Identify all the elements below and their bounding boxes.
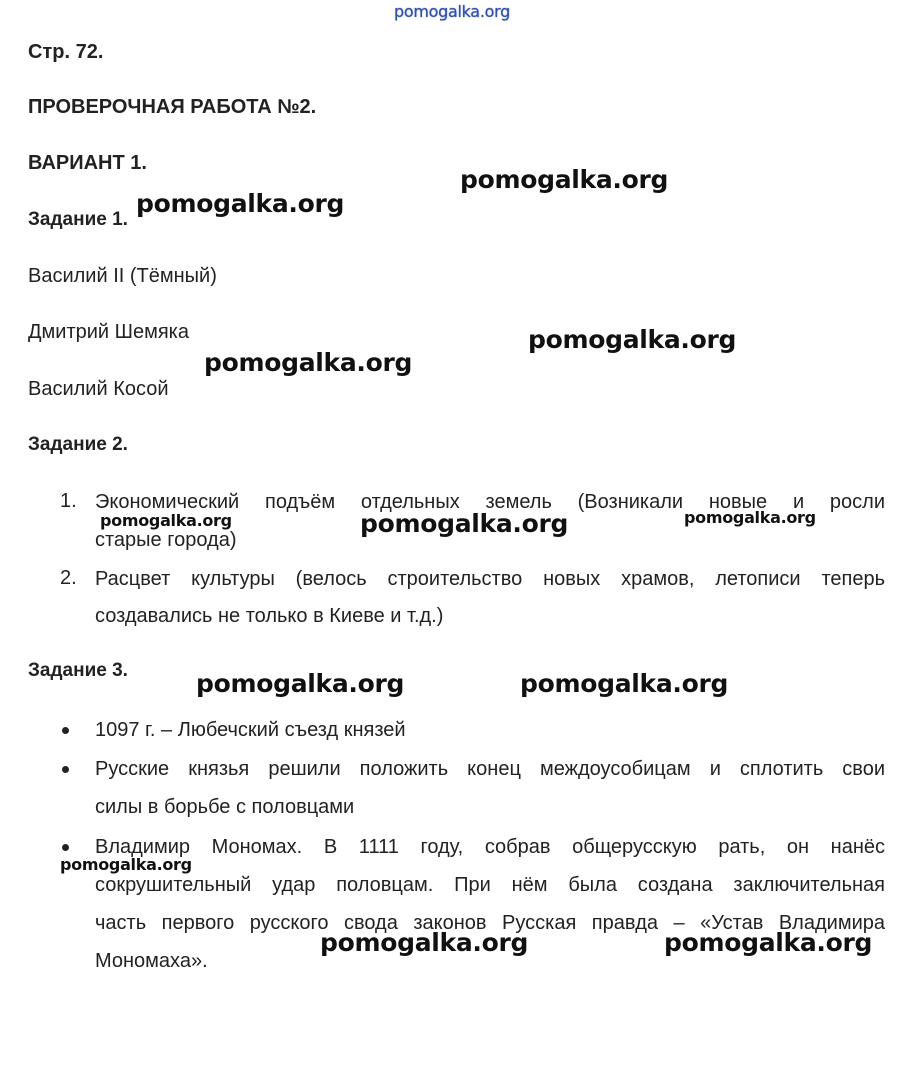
watermark: pomogalka.org [360,509,569,538]
watermark: pomogalka.org [100,511,232,530]
list-item-line: Мономаха». [95,950,208,972]
bullet-icon [62,844,69,851]
watermark: pomogalka.org [320,928,529,957]
list-item-line: Русские князья решили положить конец междоусобицам и сплотить свои [95,758,885,780]
page-reference: Стр. 72. [28,41,104,63]
task1-answer-3: Василий Косой [28,378,169,400]
task3-heading: Задание 3. [28,660,128,681]
list-item-line: часть первого русского свода законов Русская правда – «Устав Владимира [95,912,885,934]
list-number: 2. [60,567,77,589]
list-item-line: Экономический подъём отдельных земель (Возникали новые и росли [95,491,885,513]
list-item-line: Владимир Мономах. В 1111 году, собрав общерусскую рать, он нанёс [95,836,885,858]
list-item-line: Расцвет культуры (велось строительство новых храмов, летописи теперь [95,568,885,590]
watermark-top: pomogalka.org [394,2,510,21]
task1-heading: Задание 1. [28,209,128,230]
list-item-line: создавались не только в Киеве и т.д.) [95,605,444,627]
watermark: pomogalka.org [196,669,405,698]
document-title: ПРОВЕРОЧНАЯ РАБОТА №2. [28,96,317,118]
watermark: pomogalka.org [204,348,413,377]
list-item-line: старые города) [95,529,237,551]
watermark: pomogalka.org [460,165,669,194]
list-item-line: силы в борьбе с половцами [95,796,355,818]
task2-heading: Задание 2. [28,434,128,455]
watermark: pomogalka.org [664,928,873,957]
watermark: pomogalka.org [520,669,729,698]
watermark: pomogalka.org [136,189,345,218]
list-number: 1. [60,490,77,512]
list-item-line: 1097 г. – Любечский съезд князей [95,719,406,741]
watermark: pomogalka.org [684,508,816,527]
task1-answer-1: Василий II (Тёмный) [28,265,217,287]
variant-heading: ВАРИАНТ 1. [28,152,147,174]
bullet-icon [62,727,69,734]
bullet-icon [62,766,69,773]
list-item-line: сокрушительный удар половцам. При нём была создана заключительная [95,874,885,896]
watermark: pomogalka.org [60,855,192,874]
watermark: pomogalka.org [528,325,737,354]
task1-answer-2: Дмитрий Шемяка [28,321,189,343]
